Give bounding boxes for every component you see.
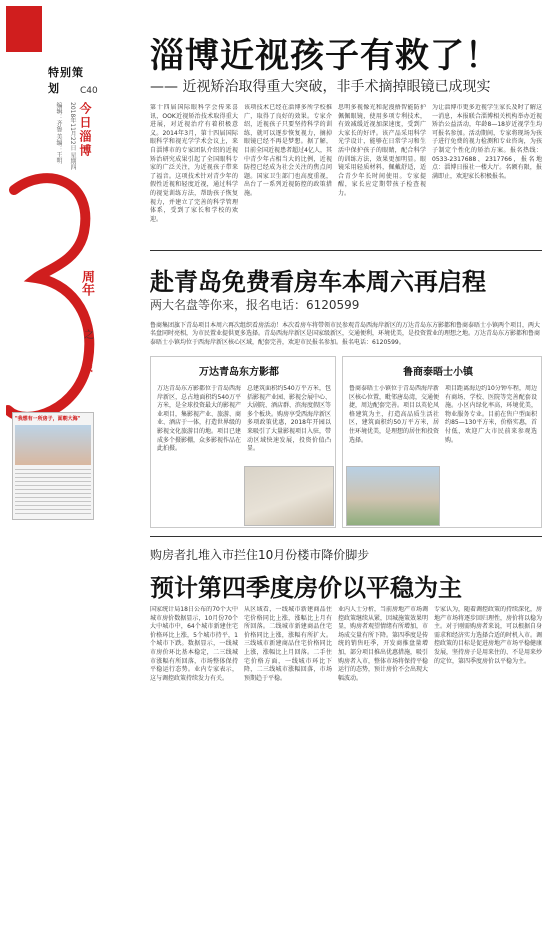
slogan-text: 这座城	[84, 348, 93, 372]
story2-lead: 鲁商集团旗下青岛项目本周六再次组织看房活动！本次看房车将带领市民参观青岛西海岸新区的万达青岛东方影都和鲁商泰晤士小镇两个项目，两大名盘同时亮相，为市民置业提供更多选择。青岛西海岸新区是国家级新区，交通便利，环境优美，是投资置业的理想之地。万达青岛东方影都和鲁商泰晤士小镇均位于西海岸新区核心区域，配套完善，欢迎市民报名参加。报名电话：6120599。	[150, 322, 541, 346]
story2-subhead: 两大名盘等你来，报名电话：6120599	[150, 298, 360, 312]
story1-column-3: 思明多视像光和泥漫捂智能防护佩佩眼镜，使用多项专利技术，有效减缓近视加深速度，受到广大家长的好评。该产品采用科学光学设计，能够在日常学习和生活中保护孩子的眼睛，配合科学的训练方法，效果更加明显。眼镜采用轻质材料，佩戴舒适，适合青少年长时间使用。专家提醒，家长应定期带孩子检查视力。	[338, 104, 426, 197]
story3-headline: 预计第四季度房价以平稳为主	[150, 574, 462, 602]
promo-thumbnail-title: "我想有一所房子，面朝大海"	[15, 416, 81, 422]
slogan-connector: 之	[84, 330, 94, 341]
promo-thumbnail-image	[15, 425, 91, 465]
story1-column-1: 第十四届国际眼科学会传来喜讯，OOK近视矫治技术取得重大进展，对近视治疗有着积极意义。2014年3月，第十四届国际眼科学和视光学学术会议上，来自淄博市的专家团队介绍的近视矫治研究成果引起了全国眼科专家的广泛关注，为近视孩子带来了福音。这项技术针对青少年的假性近视和轻度近视，通过科学的视觉训练方法，帮助孩子恢复视力，并建立了完善的科学管理体系，受到了家长和学校的欢迎。	[150, 104, 238, 223]
story1-column-4: 为让淄博市更多近视学生家长及时了解这一消息，本报联合淄博相关机构举办近视矫治公益活动，年龄8—18岁近视学生均可报名参加。活动期间，专家将现场为孩子进行免费的视力检测和专业咨询，为孩子制定个性化的矫治方案。报名热线：0533-2317688、2317766，报名地点：淄博日报社一楼大厅。名额有限，报满即止，欢迎家长积极报名。	[432, 104, 542, 180]
story3-kicker: 购房者扎堆入市拦住10月份楼市降价脚步	[150, 548, 370, 562]
project-box-thames-text-1: 鲁商泰晤士小镇位于青岛西海岸新区核心位置，毗邻唐岛湾，交通便捷，周边配套完善。项目以英伦风格建筑为主，打造高品质生活社区，建筑面积约50万平方米，居住环境优美，是理想的居住和投资选择。	[349, 385, 439, 444]
project-box-thames-title: 鲁商泰晤士小镇	[403, 367, 473, 378]
corner-accent-bar	[6, 6, 42, 52]
project-box-wanda-photo	[244, 466, 334, 526]
page-code: C40	[80, 86, 98, 96]
project-box-thames-text-2: 项目距离海边约10分钟车程，周边有商场、学校、医院等完善配套设施。小区内绿化率高，环境优美，物业服务专业。目前在售户型面积约85—130平方米，价格实惠，首付低，欢迎广大市民前来参观选购。	[445, 385, 537, 444]
story3-column-2: 从区域看，一线城市新建商品住宅价格同比上涨，涨幅比上月有所回落。二线城市新建商品住宅价格同比上涨，涨幅有所扩大。三线城市新建商品住宅价格同比上涨，涨幅比上月回落。二手住宅价格方面，一线城市环比下降，二三线城市涨幅回落，市场预期趋于平稳。	[244, 606, 332, 682]
promo-thumbnail	[12, 412, 94, 520]
story3-column-1: 国家统计局18日公布的70个大中城市房价数据显示，10月份70个大中城市中，64个城市新建住宅价格环比上涨，5个城市持平，1个城市下跌。数据显示，一线城市房价环比基本稳定，二三线城市涨幅有所回落，市场整体保持平稳运行态势。业内专家表示，这与调控政策持续发力有关。	[150, 606, 238, 682]
project-box-wanda-text-1: 万达青岛东方影都位于青岛西海岸新区，总占地面积约540万平方米，是全球投资最大的影视产业项目，集影视产业、旅游、商业、酒店于一体，打造世界级的影视文化旅游目的地。项目已建成多个摄影棚，众多影视作品在此拍摄。	[157, 385, 241, 453]
editor-credit: 编辑：齐鲁 美编：王明	[55, 102, 62, 164]
story1-headline: 淄博近视孩子有救了！	[150, 36, 500, 76]
project-box-wanda-title: 万达青岛东方影都	[199, 367, 279, 378]
story1-subhead: —— 近视矫治取得重大突破，非手术摘掉眼镜已成现实	[150, 79, 491, 95]
story2-headline: 赴青岛免费看房车本周六再启程	[150, 268, 486, 296]
story3-column-4: 专家认为，随着调控政策的持续深化，房地产市场将逐步回归理性，房价将以稳为主。对于刚需购房者来说，可以根据自身需求和经济实力选择合适的时机入市。调控政策的目标是促进房地产市场平稳健康发展，坚持房子是用来住的、不是用来炒的定位，第四季度房价以平稳为主。	[434, 606, 542, 665]
section-tag: 特别策划	[48, 66, 84, 95]
left-rail	[0, 0, 98, 930]
anniversary-label: 周年	[79, 270, 94, 296]
project-box-wanda-text-2: 总建筑面积约540万平方米，包括影视产业园、影视会展中心、大剧院、酒店群、滨海度假区等多个板块。购房享受西海岸新区多项政策优惠，2018年开园以来吸引了大量影视项目入驻，带动区域快速发展，投资价值凸显。	[247, 385, 331, 453]
issue-date: 2018年11月22日 星期四	[69, 102, 76, 171]
story3-column-3: 业内人士分析，当前房地产市场调控政策继续从紧，因城施策效果明显，购房者观望情绪有所增加，市场成交量有所下降。第四季度是传统的销售旺季，开发商推盘量增加，部分项目推出优惠措施，吸引购房者入市，整体市场将保持平稳运行的态势，预计房价不会出现大幅波动。	[338, 606, 428, 682]
story1-column-2: 该项技术已经在淄博多所学校推广，取得了良好的效果。专家介绍，近视孩子只要坚持科学的训练，就可以逐步恢复视力，摘掉眼镜已经不再是梦想。据了解，目前全国近视患者超过4亿人，其中青少年占相当大的比例，近视防控已经成为社会关注的焦点问题。国家卫生部门也高度重视，出台了一系列近视防控的政策措施。	[244, 104, 332, 197]
paper-brand: 今日淄博	[78, 102, 92, 158]
anniversary-number-3	[6, 170, 96, 430]
promo-thumbnail-text	[15, 469, 91, 517]
project-box-thames-photo	[346, 466, 440, 526]
section-divider-2	[150, 536, 542, 537]
anniversary-number-text: 3	[6, 170, 7, 171]
section-divider-1	[150, 250, 542, 251]
